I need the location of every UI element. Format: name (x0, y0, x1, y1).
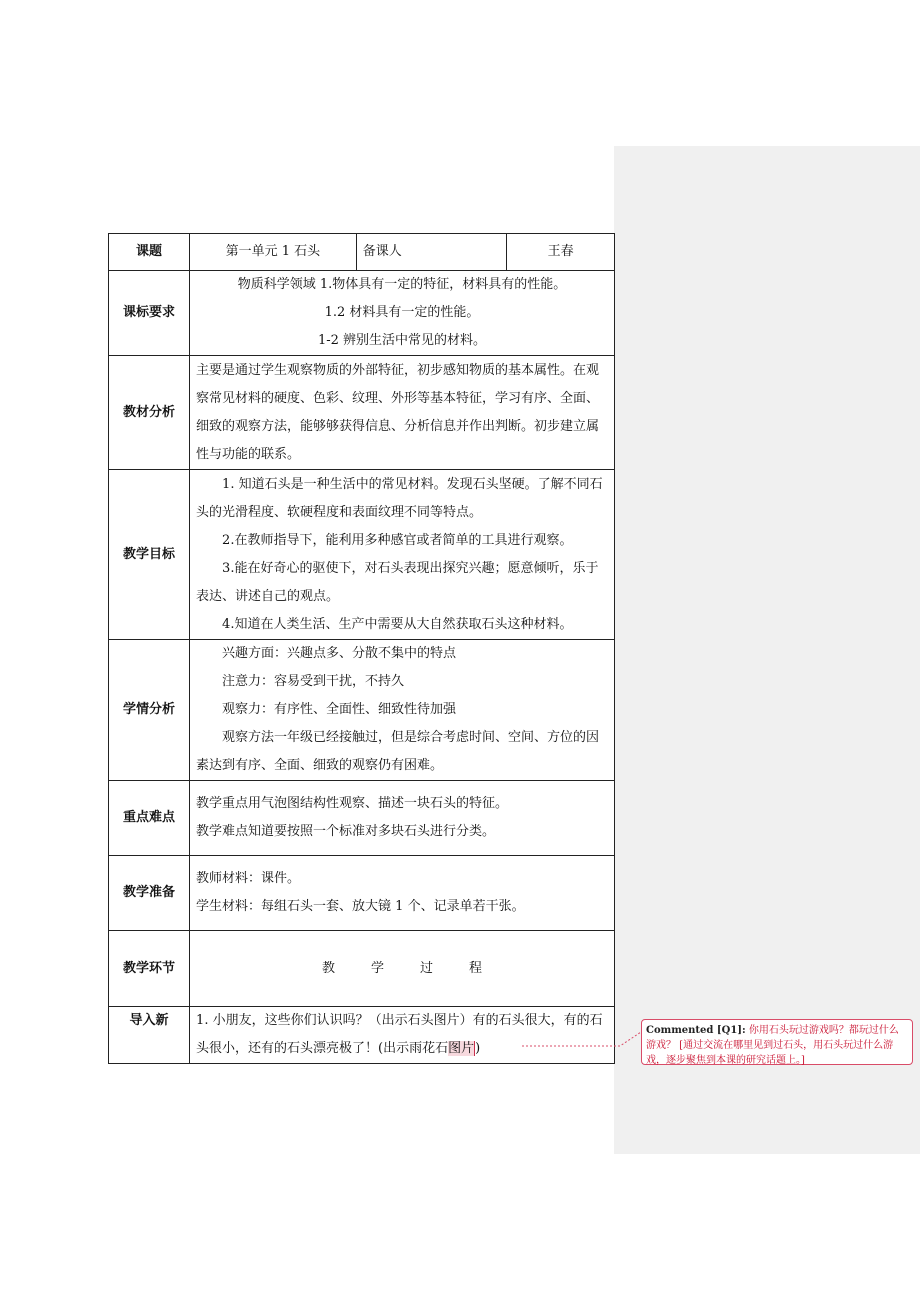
goal-item: 2.在教师指导下，能利用多种感官或者简单的工具进行观察。 (222, 532, 573, 548)
prep-content (190, 856, 615, 931)
focus-line: 教学重点用气泡图结构性观察、描述一块石头的特征。 (196, 796, 509, 811)
focus-line: 教学难点知道要按照一个标准对多块石头进行分类。 (196, 824, 496, 839)
goal-item: 1. 知道石头是一种生活中的常见材料。发现石头坚硬。了解不同石头的光滑程度、软硬程度和表面纹理不同等特点。 (196, 476, 603, 520)
prep-line: 教师材料：课件。 (196, 871, 301, 886)
comment-margin-pane (614, 146, 920, 1154)
topic-value: 第一单元 1 石头 (190, 234, 357, 271)
process-label: 教学环节 (109, 931, 190, 1007)
process-char: 学 (371, 960, 385, 976)
goal-item: 3.能在好奇心的驱使下，对石头表现出探究兴趣；愿意倾听，乐于表达、讲述自己的观点。 (196, 560, 599, 604)
commented-text[interactable]: 图片 (448, 1041, 475, 1056)
students-line: 观察力：有序性、全面性、细致性待加强 (222, 702, 457, 717)
preparer-label: 备课人 (356, 234, 507, 271)
material-content: 主要是通过学生观察物质的外部特征，初步感知物质的基本属性。在观察常见材料的硬度、色彩、纹理、外形等基本特征，学习有序、全面、细致的观察方法，能够够获得信息、分析信息并作出判断。初步建立属性与功能的联系。 (190, 356, 615, 470)
comment-balloon[interactable] (641, 1019, 913, 1065)
goals-label: 教学目标 (109, 470, 190, 640)
process-char: 程 (469, 960, 483, 976)
standards-line: 物质科学领域 1.物体具有一定的特征，材料具有的性能。 (237, 277, 567, 292)
comment-text: 你用石头玩过游戏吗？都玩过什么游戏？ [通过交流在哪里见到过石头，用石头玩过什么游戏，逐步聚焦到本课的研究话题上。] (646, 1025, 899, 1066)
focus-content (190, 781, 615, 856)
header-row (109, 234, 615, 271)
intro-label: 导入新 (109, 1007, 190, 1064)
prep-row (109, 856, 615, 931)
standards-line: 1.2 材料具有一定的性能。 (324, 305, 480, 320)
comment-author: Commented [Q1]: (646, 1025, 746, 1036)
process-heading (190, 931, 615, 1007)
material-label: 教材分析 (109, 356, 190, 470)
intro-text: 1. 小朋友，这些你们认识吗？（出示石头图片）有的石头很大，有的石头很小，还有的石头漂亮极了！(出示雨花石 (196, 1013, 603, 1056)
students-line: 注意力：容易受到干扰，不持久 (222, 674, 405, 689)
focus-row (109, 781, 615, 856)
prep-line: 学生材料：每组石头一套、放大镜 1 个、记录单若干张。 (196, 899, 525, 914)
material-row (109, 356, 615, 470)
process-char: 过 (420, 960, 434, 976)
process-row (109, 931, 615, 1007)
students-row (109, 640, 615, 781)
process-char: 教 (321, 960, 335, 976)
students-line: 观察方法一年级已经接触过，但是综合考虑时间、空间、方位的因素达到有序、全面、细致的观察仍有困难。 (196, 730, 600, 773)
lesson-plan-table (108, 233, 615, 1064)
topic-label: 课题 (109, 234, 190, 271)
students-label: 学情分析 (109, 640, 190, 781)
intro-text-end: ) (475, 1041, 481, 1056)
preparer-value: 王春 (507, 234, 615, 271)
prep-label: 教学准备 (109, 856, 190, 931)
standards-label: 课标要求 (109, 271, 190, 356)
goals-content (190, 470, 615, 640)
goal-item: 4.知道在人类生活、生产中需要从大自然获取石头这种材料。 (222, 616, 573, 632)
standards-content (190, 271, 615, 356)
standards-line: 1-2 辨别生活中常见的材料。 (317, 333, 487, 348)
goals-row (109, 470, 615, 640)
focus-label: 重点难点 (109, 781, 190, 856)
students-content (190, 640, 615, 781)
standards-row (109, 271, 615, 356)
students-line: 兴趣方面：兴趣点多、分散不集中的特点 (222, 646, 457, 661)
comment-connector-line (520, 1020, 650, 1060)
